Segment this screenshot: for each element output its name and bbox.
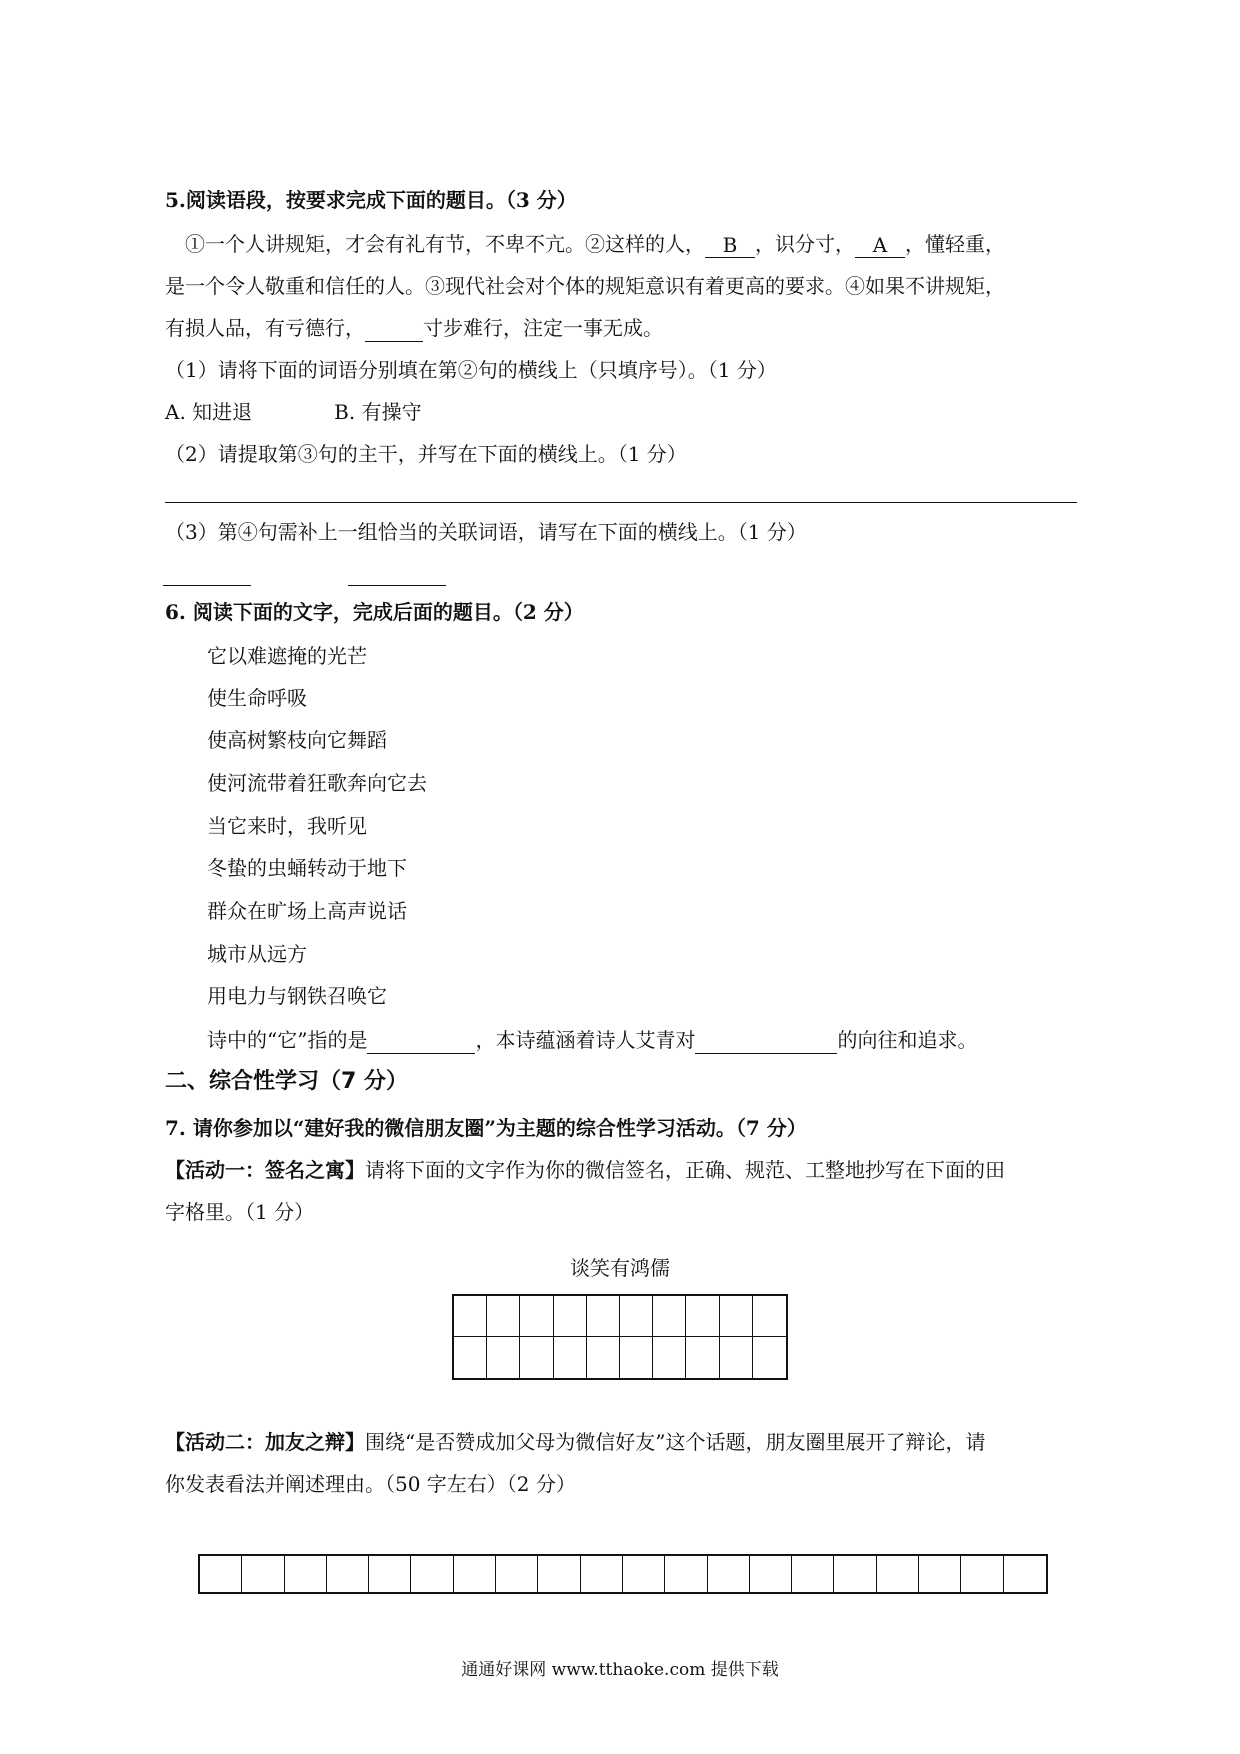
q6-blank-2[interactable] (695, 1029, 837, 1054)
q5-sub2: （2）请提取第③句的主干，并写在下面的横线上。（1 分） (165, 442, 687, 466)
q5-paragraph-line1: ①一个人讲规矩，才会有礼有节，不卑不亢。②这样的人， B ，识分寸， A ，懂轻重， (165, 232, 1005, 257)
q5-paragraph-line2: 是一个令人敬重和信任的人。③现代社会对个体的规矩意识有着更高的要求。④如果不讲规矩， (165, 274, 1005, 298)
tianzige-grid[interactable] (452, 1294, 788, 1380)
q5-title: 5.阅读语段，按要求完成下面的题目。（3 分） (165, 188, 577, 212)
poem-line: 用电力与钢铁召唤它 (207, 984, 387, 1008)
activity2-heading: 【活动二：加友之辩】 (165, 1430, 365, 1454)
activity2-line1: 【活动二：加友之辩】围绕“是否赞成加父母为微信好友”这个话题，朋友圈里展开了辩论，请 (165, 1430, 986, 1454)
q7-title: 7. 请你参加以“建好我的微信朋友圈”为主题的综合性学习活动。（7 分） (165, 1116, 807, 1140)
q5-sub3: （3）第④句需补上一组恰当的关联词语，请写在下面的横线上。（1 分） (165, 520, 807, 544)
poem-line: 使高树繁枝向它舞蹈 (207, 728, 387, 752)
motto-text: 谈笑有鸿儒 (570, 1256, 670, 1280)
q5-options (165, 398, 422, 426)
q5-blank-3[interactable] (365, 317, 423, 342)
q5-blank-1[interactable]: B (705, 233, 755, 258)
page-footer: 通通好课网 www.tthaoke.com 提供下载 (461, 1660, 779, 1680)
q6-question: 诗中的“它”指的是 ，本诗蕴涵着诗人艾青对 的向往和追求。 (207, 1028, 978, 1052)
poem-line: 当它来时，我听见 (207, 814, 367, 838)
q5-paragraph-line3: 有损人品，有亏德行， 寸步难行，注定一事无成。 (165, 316, 663, 340)
activity1-line1: 【活动一：签名之寓】请将下面的文字作为你的微信签名，正确、规范、工整地抄写在下面的田 (165, 1158, 1005, 1182)
q5-sub1: （1）请将下面的词语分别填在第②句的横线上（只填序号）。（1 分） (165, 358, 777, 382)
activity2-line2: 你发表看法并阐述理由。（50 字左右）（2 分） (165, 1472, 576, 1496)
q5-blank-2[interactable]: A (855, 233, 905, 258)
poem-line: 群众在旷场上高声说话 (207, 899, 407, 923)
q5-answer-line-connective-2[interactable] (348, 585, 446, 586)
activity1-heading: 【活动一：签名之寓】 (165, 1158, 365, 1182)
q5-answer-line-connective-1[interactable] (163, 585, 251, 586)
option-a: A. 知进退 (165, 400, 253, 424)
q6-title: 6. 阅读下面的文字，完成后面的题目。（2 分） (165, 600, 584, 624)
poem-line: 冬蛰的虫蛹转动于地下 (207, 856, 407, 880)
poem-line: 使生命呼吸 (207, 686, 307, 710)
section-heading: 二、综合性学习（7 分） (165, 1069, 408, 1094)
q6-blank-1[interactable] (367, 1029, 475, 1054)
q5-answer-line[interactable] (165, 502, 1077, 503)
activity1-line2: 字格里。（1 分） (165, 1200, 315, 1224)
poem-line: 使河流带着狂歌奔向它去 (207, 771, 427, 795)
option-b: B. 有操守 (334, 400, 422, 424)
poem-line: 城市从远方 (207, 942, 307, 966)
poem-line: 它以难遮掩的光芒 (207, 644, 367, 668)
answer-box-row[interactable] (198, 1554, 1048, 1594)
